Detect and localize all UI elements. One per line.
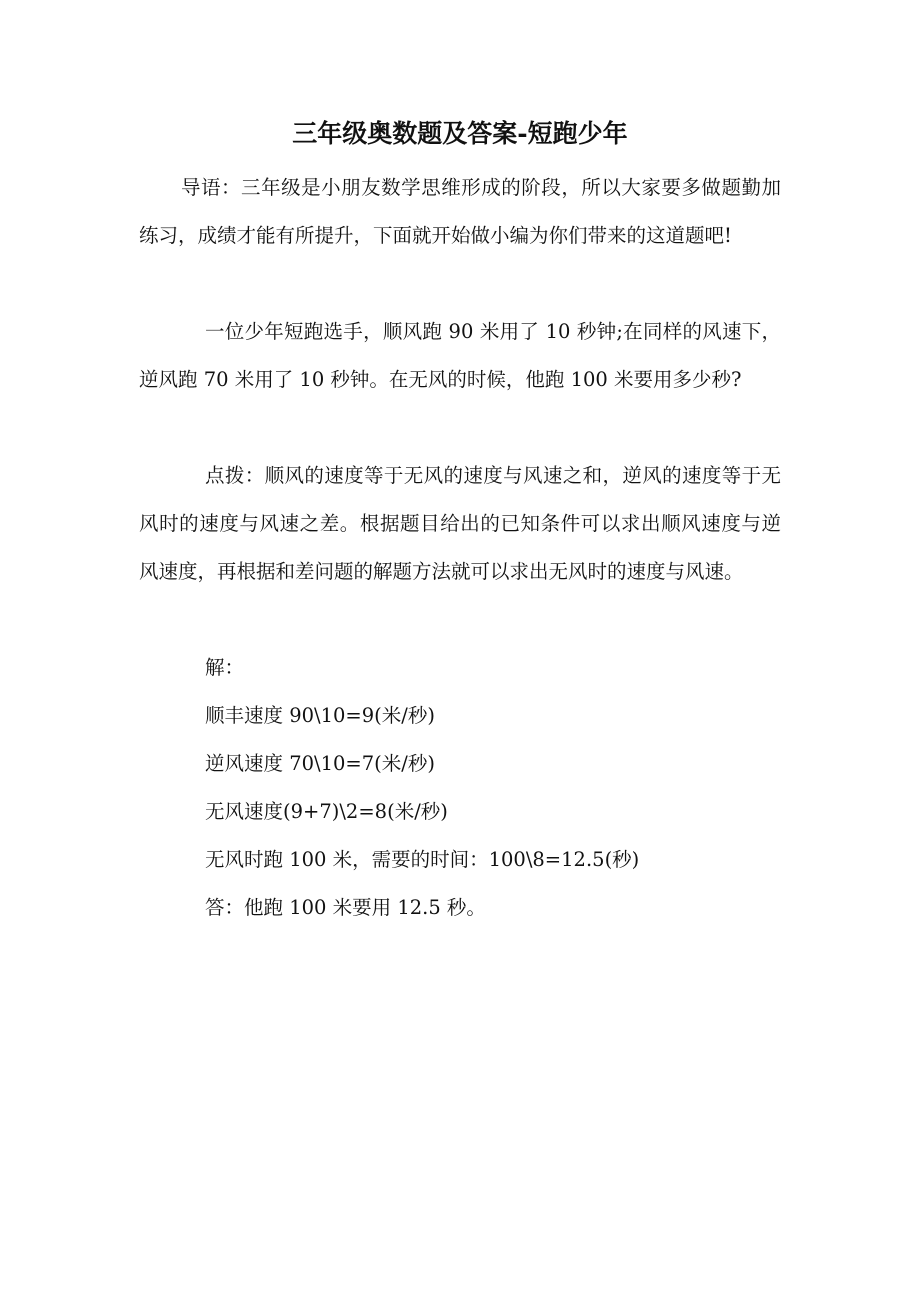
solution-step-upwind-speed: 逆风速度 70\10=7(米/秒) — [205, 752, 435, 775]
document-title: 三年级奥数题及答案-短跑少年 — [292, 119, 628, 148]
intro-paragraph: 导语：三年级是小朋友数学思维形成的阶段，所以大家要多做题勤加练习，成绩才能有所提升，下面就开始做小编为你们带来的这道题吧! — [139, 176, 781, 247]
solution-step-still-air-speed: 无风速度(9+7)\2=8(米/秒) — [205, 800, 448, 823]
solution-block — [205, 644, 765, 932]
question-paragraph: 一位少年短跑选手，顺风跑 90 米用了 10 秒钟;在同样的风速下，逆风跑 70 米用了 10 秒钟。在无风的时候，他跑 100 米要用多少秒? — [139, 320, 781, 391]
solution-heading: 解： — [205, 656, 245, 679]
solution-step-time: 无风时跑 100 米，需要的时间：100\8=12.5(秒) — [205, 848, 640, 871]
hint-paragraph: 点拨：顺风的速度等于无风的速度与风速之和，逆风的速度等于无风时的速度与风速之差。根据题目给出的已知条件可以求出顺风速度与逆风速度，再根据和差问题的解题方法就可以求出无风时的速度与风速。 — [139, 464, 781, 583]
solution-step-downwind-speed: 顺丰速度 90\10=9(米/秒) — [205, 704, 435, 727]
solution-answer: 答：他跑 100 米要用 12.5 秒。 — [205, 896, 486, 919]
